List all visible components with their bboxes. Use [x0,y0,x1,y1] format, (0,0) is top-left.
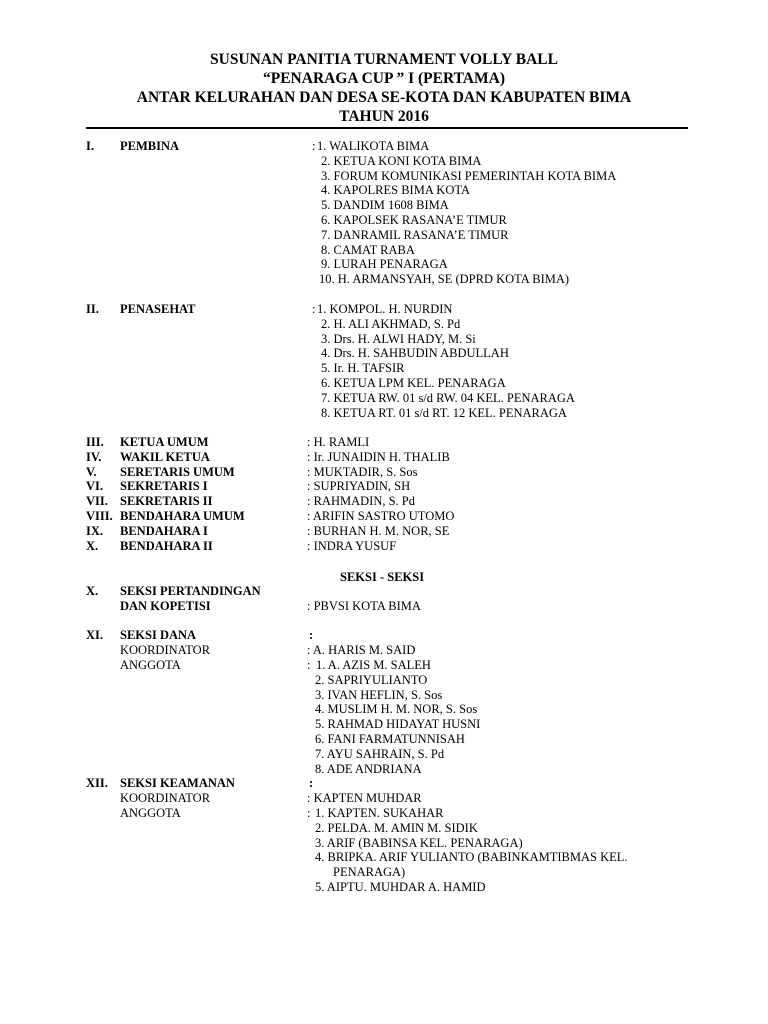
list-item: 1. WALIKOTA BIMA [317,139,430,153]
officer-label: SEKRETARIS I [120,479,208,494]
document-title: SUSUNAN PANITIA TURNAMENT VOLLY BALL [210,51,558,68]
section-label-pertandingan: SEKSI PERTANDINGAN [120,584,261,598]
list-item: 4. BRIPKA. ARIF YULIANTO (BABINKAMTIBMAS KEL. [315,850,628,865]
section-number: XI. [86,628,104,642]
list-item: 2. H. ALI AKHMAD, S. Pd [321,316,461,331]
list-item: 4. MUSLIM H. M. NOR, S. Sos [315,702,478,717]
section-label-penasehat: PENASEHAT [120,302,196,316]
section-number: VIII. [86,509,113,523]
pertandingan-value: : PBVSI KOTA BIMA [307,599,421,613]
officer-label: BENDAHARA II [120,538,213,553]
officer-value: : BURHAN H. M. NOR, SE [307,523,450,538]
list-item: 7. DANRAMIL RASANA’E TIMUR [321,227,509,242]
officer-label: BENDAHARA I [120,523,208,538]
colon: : [309,628,314,642]
officer-label: WAKIL KETUA [120,449,210,464]
officer-label: BENDAHARA UMUM [120,509,245,523]
list-item: 2. PELDA. M. AMIN M. SIDIK [315,820,478,835]
list-item: 1. KOMPOL. H. NURDIN [317,302,453,316]
list-item: 5. RAHMAD HIDAYAT HUSNI [315,717,481,732]
list-item: 5. DANDIM 1608 BIMA [321,198,449,213]
list-item: 3. IVAN HEFLIN, S. Sos [315,687,443,702]
section-number: VI. [86,479,104,494]
section-number: IV. [86,449,102,464]
colon: : [312,139,316,153]
section-label-dana: SEKSI DANA [120,628,197,642]
section-number: X. [86,584,99,598]
seksi-heading: SEKSI - SEKSI [340,570,425,584]
list-item: 7. KETUA RW. 01 s/d RW. 04 KEL. PENARAGA [321,390,575,405]
anggota-label: ANGGOTA [120,806,181,820]
list-item: 6. KAPOLSEK RASANA’E TIMUR [321,213,507,227]
list-item: 10. H. ARMANSYAH, SE (DPRD KOTA BIMA) [319,272,570,287]
section-number: III. [86,435,104,449]
section-number: X. [86,538,99,553]
document-subtitle-2: ANTAR KELURAHAN DAN DESA SE-KOTA DAN KABUPATEN BIMA [136,89,632,106]
list-item: 7. AYU SAHRAIN, S. Pd [315,746,445,761]
officer-value: : Ir. JUNAIDIN H. THALIB [307,449,450,464]
officer-label: KETUA UMUM [120,435,209,449]
section-label-pertandingan-2: DAN KOPETISI [120,599,211,613]
section-label-keamanan: SEKSI KEAMANAN [120,776,235,790]
section-number: I. [86,139,94,153]
colon: : [307,806,311,820]
list-item: 5. AIPTU. MUHDAR A. HAMID [315,880,486,894]
document-year: TAHUN 2016 [339,108,429,125]
koordinator-value: : KAPTEN MUHDAR [307,791,422,805]
officer-value: : ARIFIN SASTRO UTOMO [307,509,455,523]
list-item: 8. ADE ANDRIANA [315,761,422,776]
colon: : [312,302,316,316]
koordinator-label: KOORDINATOR [120,643,211,657]
list-item: 8. CAMAT RABA [321,242,415,257]
officer-value: : INDRA YUSUF [307,538,397,553]
list-item: 6. KETUA LPM KEL. PENARAGA [321,376,506,390]
section-label-pembina: PEMBINA [120,139,180,153]
list-item: 2. KETUA KONI KOTA BIMA [321,153,482,168]
document-subtitle: “PENARAGA CUP ” I (PERTAMA) [263,70,505,87]
officer-value: : RAHMADIN, S. Pd [307,494,416,509]
list-item: 1. KAPTEN. SUKAHAR [315,806,444,820]
header-divider [86,127,688,129]
list-item: 3. FORUM KOMUNIKASI PEMERINTAH KOTA BIMA [321,168,617,183]
list-item: 6. FANI FARMATUNNISAH [315,732,465,746]
section-number: XII. [86,776,108,790]
officer-value: : SUPRIYADIN, SH [307,479,411,494]
officer-value: : MUKTADIR, S. Sos [307,464,418,479]
list-item: 4. KAPOLRES BIMA KOTA [321,183,471,198]
section-number: V. [86,464,97,479]
section-number: IX. [86,523,104,538]
koordinator-label: KOORDINATOR [120,791,211,805]
colon: : [307,658,311,672]
list-item: 3. ARIF (BABINSA KEL. PENARAGA) [315,835,523,850]
officer-value: : H. RAMLI [307,435,370,449]
officer-label: SEKRETARIS II [120,494,213,509]
list-item: 3. Drs. H. ALWI HADY, M. Si [321,331,476,346]
list-item: 2. SAPRIYULIANTO [315,672,428,687]
list-item: 8. KETUA RT. 01 s/d RT. 12 KEL. PENARAGA [321,405,567,420]
section-number: II. [86,302,99,316]
list-item: 1. A. AZIS M. SALEH [316,658,431,672]
koordinator-value: : A. HARIS M. SAID [307,643,416,657]
colon: : [309,776,314,790]
section-number: VII. [86,494,108,509]
list-item: 9. LURAH PENARAGA [321,257,448,272]
list-item: PENARAGA) [333,865,406,880]
officer-label: SERETARIS UMUM [120,464,235,479]
list-item: 4. Drs. H. SAHBUDIN ABDULLAH [321,346,509,361]
list-item: 5. Ir. H. TAFSIR [321,361,405,376]
anggota-label: ANGGOTA [120,658,181,672]
